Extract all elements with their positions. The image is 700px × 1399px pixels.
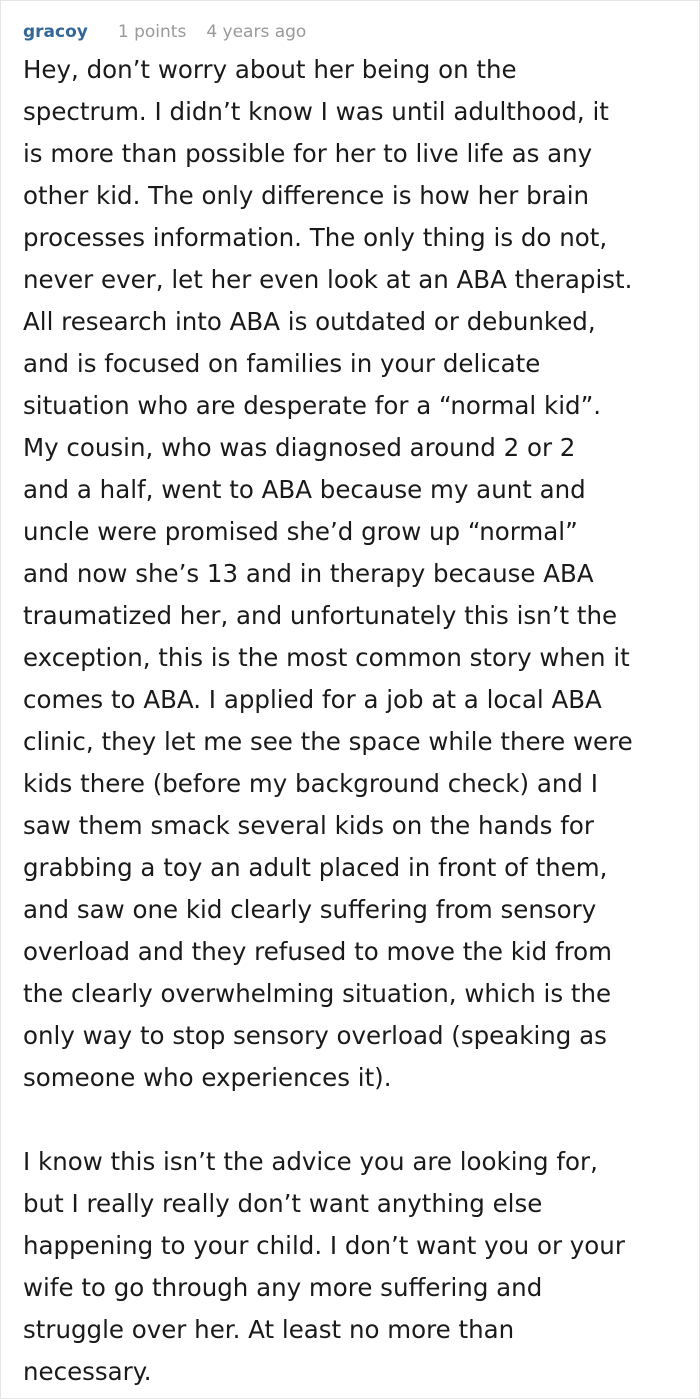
text-line: other kid. The only difference is how her brain xyxy=(23,181,590,210)
text-line: is more than possible for her to live life as any xyxy=(23,139,593,168)
comment-paragraph-2 xyxy=(23,1141,693,1393)
text-line: and a half, went to ABA because my aunt and xyxy=(23,475,586,504)
text-line: Hey, don’t worry about her being on the xyxy=(23,55,517,84)
text-line: only way to stop sensory overload (speaking as xyxy=(23,1021,607,1050)
text-line: but I really really don’t want anything else xyxy=(23,1189,543,1218)
text-line: overload and they refused to move the kid from xyxy=(23,937,613,966)
text-line: happening to your child. I don’t want you or your xyxy=(23,1231,625,1260)
text-line: and saw one kid clearly suffering from sensory xyxy=(23,895,597,924)
text-line: kids there (before my background check) and I xyxy=(23,769,598,798)
text-line: spectrum. I didn’t know I was until adulthood, it xyxy=(23,97,609,126)
text-line: wife to go through any more suffering and xyxy=(23,1273,543,1302)
points-count: 1 points xyxy=(117,22,187,42)
text-line: and is focused on families in your delicate xyxy=(23,349,541,378)
text-line: grabbing a toy an adult placed in front of them, xyxy=(23,853,608,882)
comment-timestamp: 4 years ago xyxy=(206,22,307,42)
comment-paragraph-1 xyxy=(23,49,693,1099)
text-line: traumatized her, and unfortunately this isn’t the xyxy=(23,601,618,630)
text-line: All research into ABA is outdated or debunked, xyxy=(23,307,596,336)
text-line: the clearly overwhelming situation, which is the xyxy=(23,979,612,1008)
username-link[interactable]: gracoy xyxy=(23,22,88,42)
text-line: and now she’s 13 and in therapy because ABA xyxy=(23,559,594,588)
text-line: exception, this is the most common story when it xyxy=(23,643,630,672)
text-line: saw them smack several kids on the hands for xyxy=(23,811,594,840)
text-line: situation who are desperate for a “normal kid”. xyxy=(23,391,602,420)
text-line: processes information. The only thing is do not, xyxy=(23,223,608,252)
text-line: never ever, let her even look at an ABA therapist. xyxy=(23,265,633,294)
text-line: uncle were promised she’d grow up “normal” xyxy=(23,517,578,546)
comment-meta xyxy=(23,20,306,44)
text-line: clinic, they let me see the space while there were xyxy=(23,727,633,756)
text-line: comes to ABA. I applied for a job at a local ABA xyxy=(23,685,602,714)
text-line: I know this isn’t the advice you are looking for, xyxy=(23,1147,598,1176)
comment-body xyxy=(23,49,693,1393)
text-line: necessary. xyxy=(23,1357,152,1386)
text-line: struggle over her. At least no more than xyxy=(23,1315,515,1344)
text-line: My cousin, who was diagnosed around 2 or 2 xyxy=(23,433,576,462)
text-line: someone who experiences it). xyxy=(23,1063,392,1092)
